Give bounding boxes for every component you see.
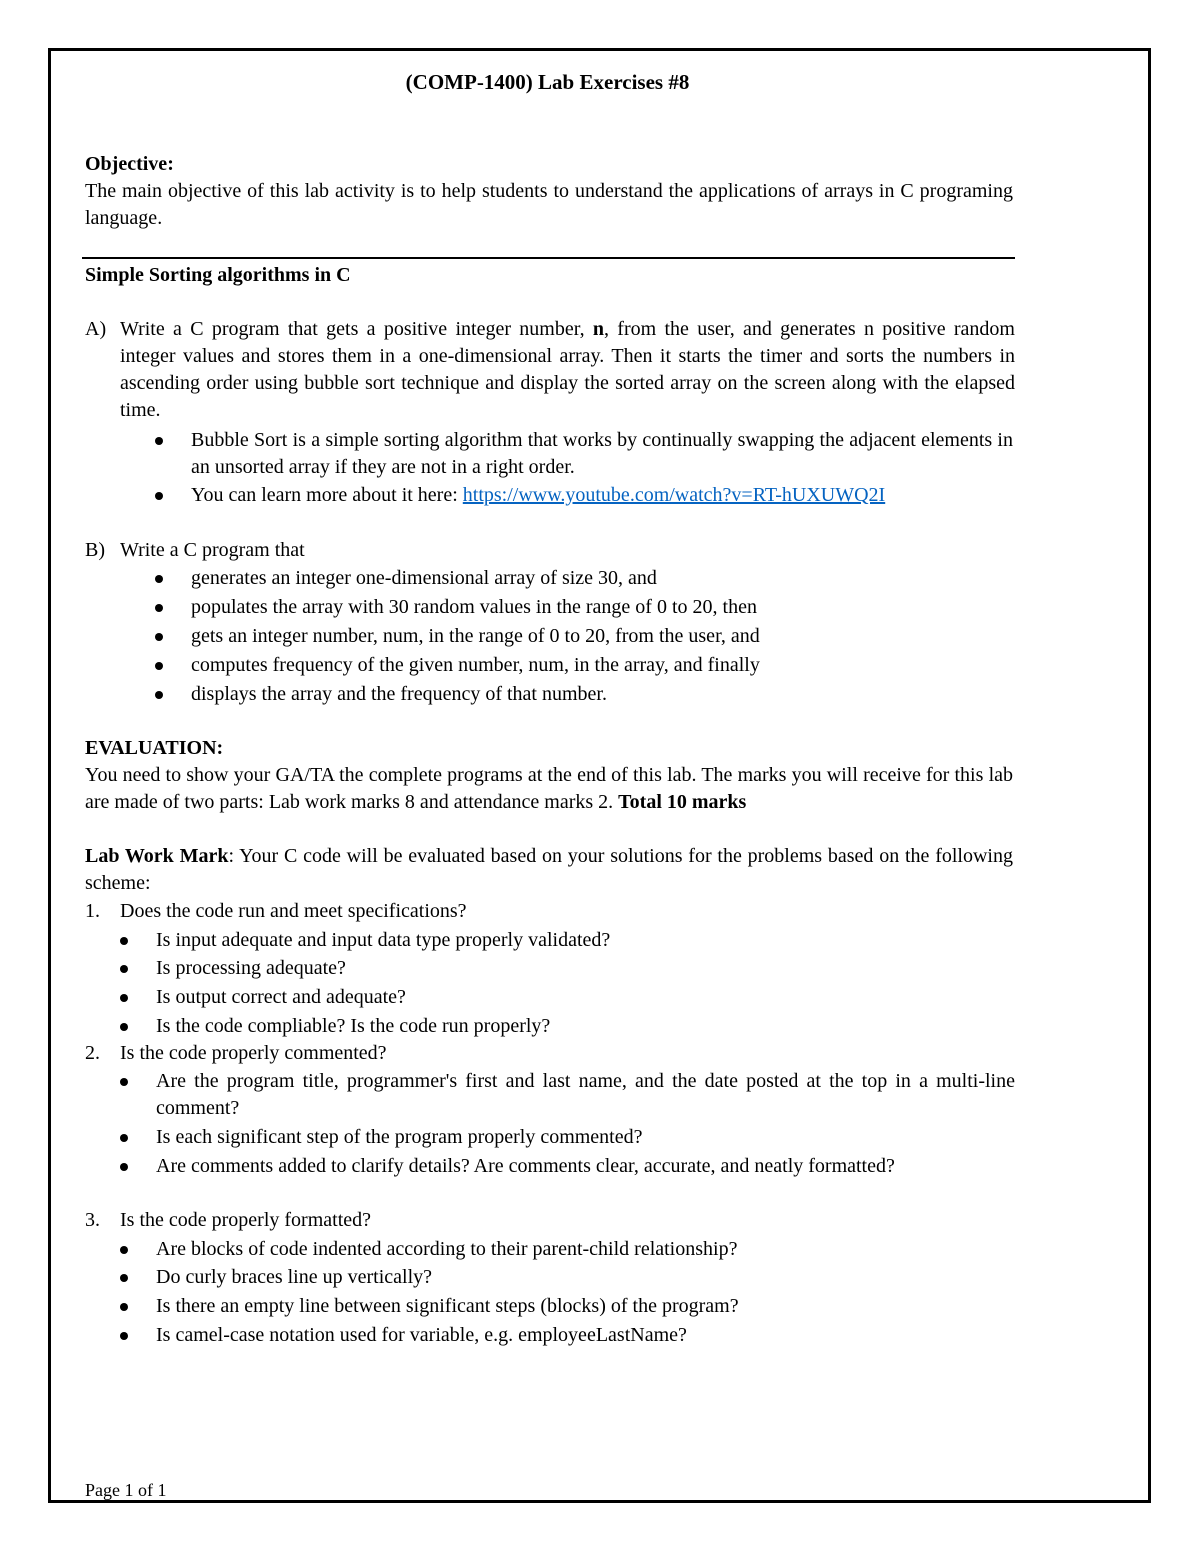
eval-bullet-text: Is each significant step of the program properly commented? (156, 1126, 643, 1148)
eval-item-text: Is the code properly formatted? (120, 1209, 372, 1231)
bullet-dot (155, 575, 163, 583)
part-a-bullet-1-text: Bubble Sort is a simple sorting algorithm that works by continually swapping the adjacent elements in an unsorted array if they are not in a right order. (191, 429, 1013, 478)
part-a-marker: A) (85, 318, 107, 340)
part-a-bullet-2 (155, 482, 1013, 509)
part-a-text (120, 316, 1015, 424)
bullet-dot (155, 604, 163, 612)
part-b-bullet (155, 623, 1013, 650)
eval-bullet-text: Is there an empty line between significant steps (blocks) of the program? (156, 1295, 739, 1317)
evaluation-intro-text: You need to show your GA/TA the complete programs at the end of this lab. The marks you will receive for this lab are made of two parts: Lab work marks 8 and attendance marks 2. (85, 764, 1013, 813)
part-b-bullet-text: generates an integer one-dimensional array of size 30, and (191, 567, 657, 589)
objective-section (85, 151, 1013, 232)
evaluation-heading: EVALUATION: (85, 737, 224, 759)
part-b-bullet-text: populates the array with 30 random values in the range of 0 to 20, then (191, 596, 757, 618)
objective-text: The main objective of this lab activity is to help students to understand the applications of arrays in C programing language. (85, 180, 1013, 229)
section-title: Simple Sorting algorithms in C (85, 264, 351, 286)
page-number: Page 1 of 1 (85, 1480, 167, 1500)
eval-bullet (120, 1293, 1015, 1320)
bullet-dot (120, 937, 128, 945)
bullet-dot (155, 662, 163, 670)
bullet-dot (120, 1274, 128, 1282)
bullet-dot (120, 1303, 128, 1311)
eval-bullet (120, 1264, 1015, 1291)
labwork-mark-label: Lab Work Mark (85, 845, 229, 867)
bullet-dot (120, 1078, 128, 1086)
evaluation-intro (85, 762, 1013, 816)
bullet-dot (120, 994, 128, 1002)
eval-bullet (120, 1013, 1015, 1040)
bullet-dot (155, 691, 163, 699)
eval-bullet-text: Are comments added to clarify details? Are comments clear, accurate, and neatly formatted? (156, 1155, 895, 1177)
bullet-dot (155, 437, 163, 445)
part-b-bullet (155, 681, 1013, 708)
eval-bullet (120, 984, 1015, 1011)
youtube-link[interactable]: https://www.youtube.com/watch?v=RT-hUXUWQ2I (462, 484, 886, 506)
bullet-dot (155, 633, 163, 641)
eval-bullet (120, 1068, 1015, 1122)
eval-item-marker: 2. (85, 1042, 100, 1064)
eval-bullet (120, 1153, 1015, 1180)
section-divider (82, 257, 1015, 259)
evaluation-total: Total 10 marks (618, 791, 747, 813)
part-b-bullet-text: displays the array and the frequency of that number. (191, 683, 607, 705)
eval-bullet (120, 955, 1015, 982)
document-title: (COMP-1400) Lab Exercises #8 (405, 70, 690, 94)
labwork-mark-text: : Your C code will be evaluated based on your solutions for the problems based on the following scheme: (85, 845, 1013, 894)
eval-bullet (120, 1236, 1015, 1263)
eval-bullet (120, 1124, 1015, 1151)
part-a-text-bold: n (592, 318, 604, 340)
eval-bullet (120, 1322, 1015, 1349)
part-a-bullet-1 (155, 427, 1013, 481)
eval-item-text: Is the code properly commented? (120, 1042, 387, 1064)
eval-bullet-text: Is camel-case notation used for variable, e.g. employeeLastName? (156, 1324, 687, 1346)
part-a-bullet-2-text (191, 482, 1013, 509)
part-b-bullet (155, 652, 1013, 679)
part-a (85, 316, 1015, 424)
eval-bullet (120, 927, 1015, 954)
part-a-text-2: , from the user, and generates n positive random integer values and stores them in a one-dimensional array. Then it starts the timer and sorts the numbers in ascending order using bubble sort technique and display the sorted array on the screen along with the elapsed time. (120, 318, 1015, 421)
part-b-text: Write a C program that (120, 539, 305, 561)
part-b-bullet (155, 565, 1013, 592)
part-b-bullet (155, 594, 1013, 621)
eval-bullet-text: Are the program title, programmer's first and last name, and the date posted at the top in a multi-line comment? (156, 1070, 1015, 1119)
eval-bullet-text: Is processing adequate? (156, 957, 346, 979)
part-b (85, 537, 1015, 564)
bullet-dot (120, 1332, 128, 1340)
eval-bullet-text: Is the code compliable? Is the code run properly? (156, 1015, 551, 1037)
part-b-marker: B) (85, 539, 105, 561)
eval-bullet-text: Is output correct and adequate? (156, 986, 406, 1008)
bullet-dot (120, 1163, 128, 1171)
objective-heading: Objective: (85, 153, 174, 175)
eval-item-text: Does the code run and meet specifications? (120, 900, 467, 922)
part-b-bullet-text: gets an integer number, num, in the range of 0 to 20, from the user, and (191, 625, 760, 647)
bullet-dot (120, 965, 128, 973)
eval-item-marker: 3. (85, 1209, 100, 1231)
eval-bullet-text: Are blocks of code indented according to their parent-child relationship? (156, 1238, 738, 1260)
eval-bullet-text: Is input adequate and input data type properly validated? (156, 929, 611, 951)
bullet-dot (120, 1246, 128, 1254)
part-b-bullet-text: computes frequency of the given number, num, in the array, and finally (191, 654, 760, 676)
eval-item-1 (85, 898, 1015, 925)
eval-item-marker: 1. (85, 900, 100, 922)
eval-item-2 (85, 1040, 1015, 1067)
part-a-text-1: Write a C program that gets a positive integer number, (120, 318, 593, 340)
bullet-dot (120, 1134, 128, 1142)
labwork-mark (85, 843, 1013, 897)
bullet-dot (120, 1023, 128, 1031)
bullet-dot (155, 492, 163, 500)
part-a-bullet-2-prefix: You can learn more about it here: (191, 484, 463, 506)
eval-bullet-text: Do curly braces line up vertically? (156, 1266, 432, 1288)
eval-item-3 (85, 1207, 1015, 1234)
